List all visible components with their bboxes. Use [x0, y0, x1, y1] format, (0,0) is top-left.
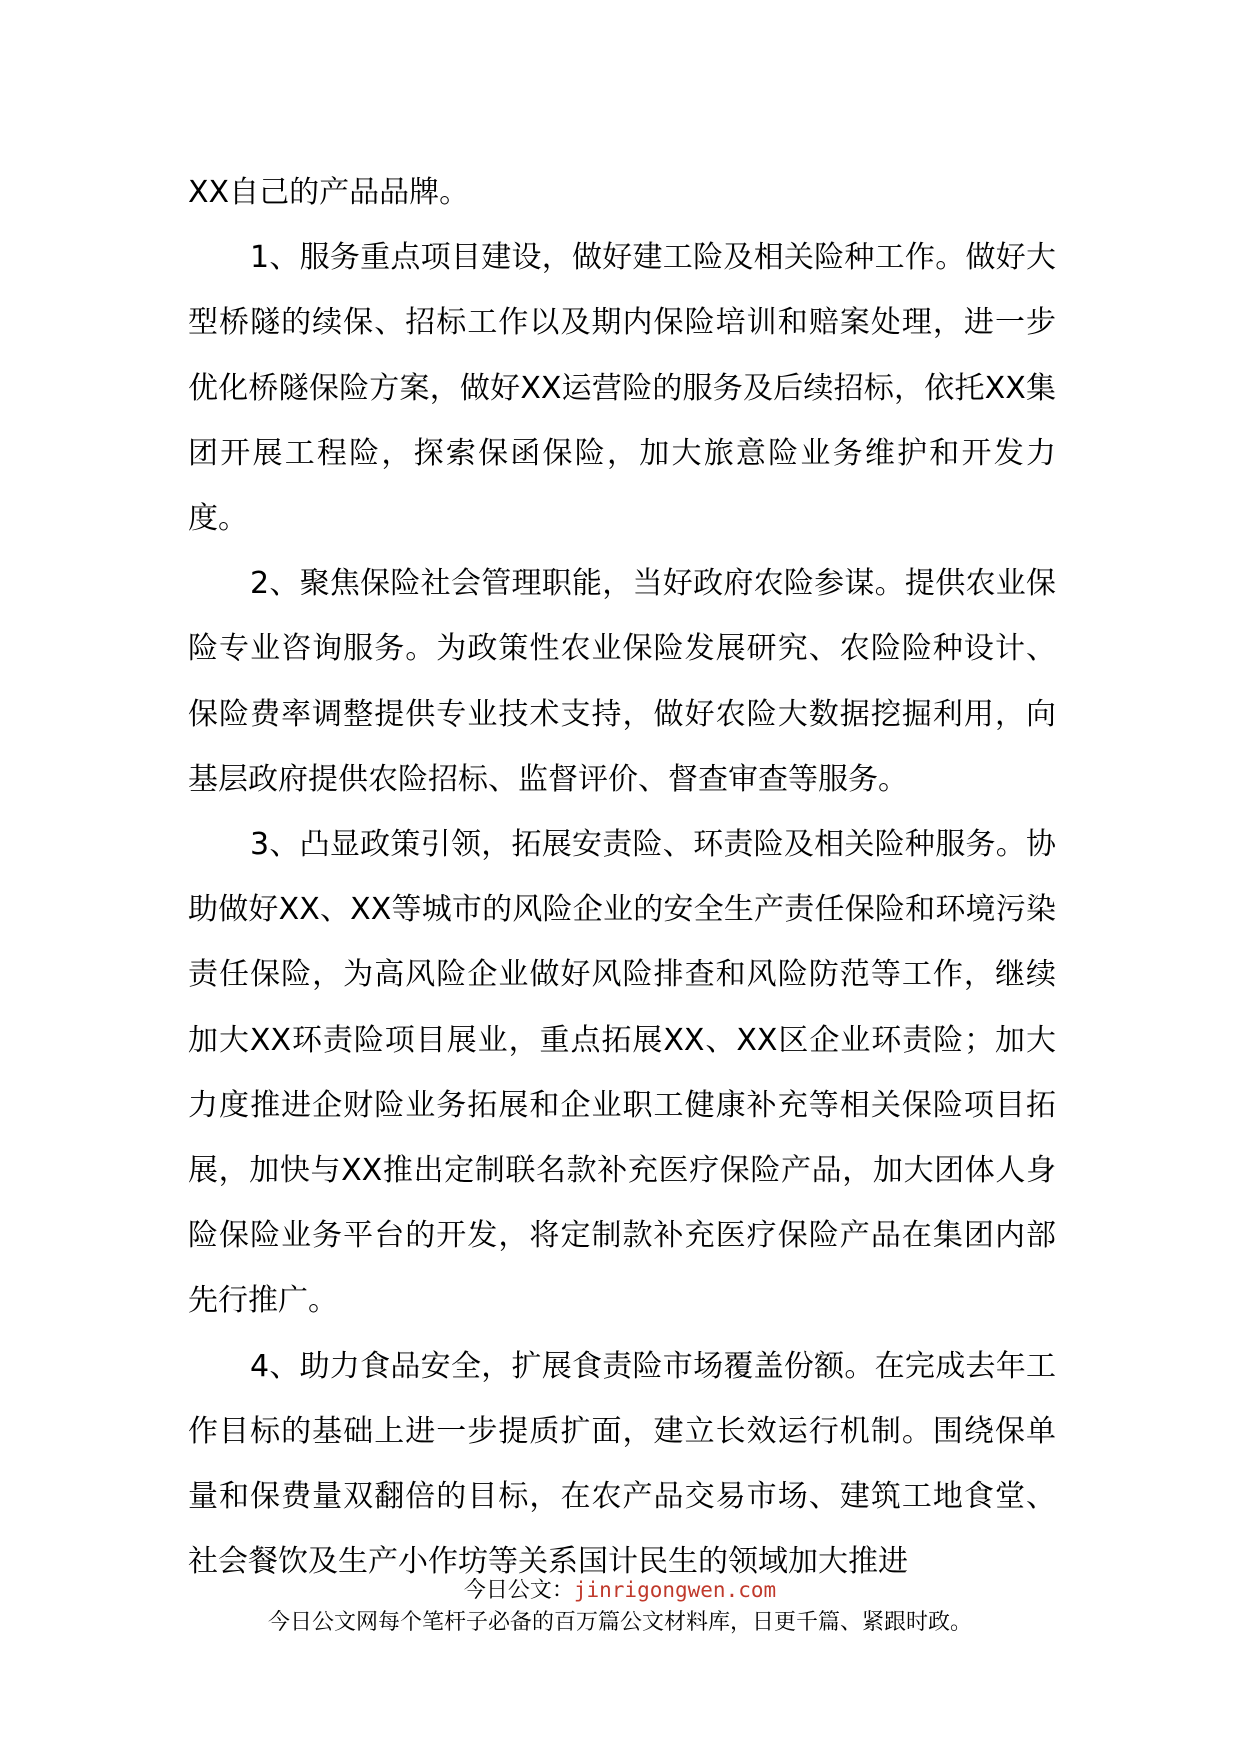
footer-url-link[interactable]: jinrigongwen.com [573, 1578, 777, 1602]
document-body [188, 160, 1056, 1594]
paragraph-3: 3、凸显政策引领，拓展安责险、环责险及相关险种服务。协助做好XX、XX等城市的风险企业的安全生产责任保险和环境污染责任保险，为高风险企业做好风险排查和风险防范等工作，继续加大XX环责险项目展业，重点拓展XX、XX区企业环责险；加大力度推进企财险业务拓展和企业职工健康补充等相关保险项目拓展，加快与XX推出定制联名款补充医疗保险产品，加大团体人身险保险业务平台的开发，将定制款补充医疗保险产品在集团内部先行推广。 [188, 827, 1056, 1319]
footer-label: 今日公文： [463, 1578, 574, 1603]
paragraph-0: XX自己的产品品牌。 [188, 175, 470, 210]
paragraph-4: 4、助力食品安全，扩展食责险市场覆盖份额。在完成去年工作目标的基础上进一步提质扩面，建立长效运行机制。围绕保单量和保费量双翻倍的目标，在农产品交易市场、建筑工地食堂、社会餐饮及生产小作坊等关系国计民生的领域加大推进 [188, 1348, 1056, 1580]
page-footer [0, 1575, 1240, 1640]
footer-tagline: 今日公文网每个笔杆子必备的百万篇公文材料库，日更千篇、紧跟时政。 [267, 1610, 972, 1635]
footer-source-line [0, 1575, 1240, 1606]
paragraph-1: 1、服务重点项目建设，做好建工险及相关险种工作。做好大型桥隧的续保、招标工作以及期内保险培训和赔案处理，进一步优化桥隧保险方案，做好XX运营险的服务及后续招标，依托XX集团开展工程险，探索保函保险，加大旅意险业务维护和开发力度。 [188, 240, 1056, 537]
paragraph-2: 2、聚焦保险社会管理职能，当好政府农险参谋。提供农业保险专业咨询服务。为政策性农业保险发展研究、农险险种设计、保险费率调整提供专业技术支持，做好农险大数据挖掘利用，向基层政府提供农险招标、监督评价、督查审查等服务。 [188, 566, 1056, 797]
